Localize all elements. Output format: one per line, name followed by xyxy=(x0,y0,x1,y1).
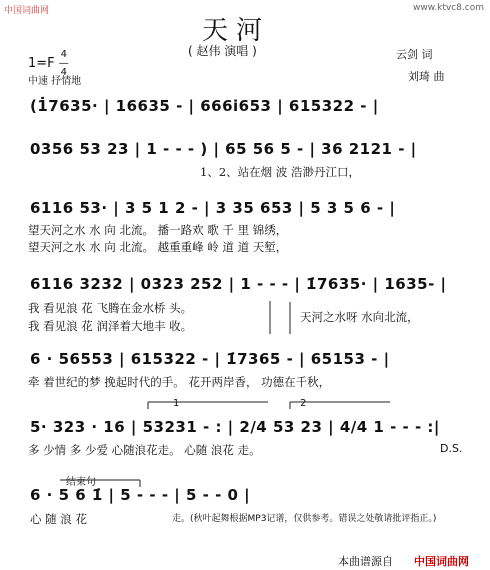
notation-line-4: 6116 3232 | 0323 252 | 1 - - - | 1̇7635· | 1635- | xyxy=(30,275,447,293)
coda-label: 结束句 xyxy=(66,477,96,488)
lyric-line-3b: 望天河之水 水 向 北流。 越重重峰 岭 道 道 天堑， xyxy=(28,240,288,254)
notation-line-6: 5· 323 · 16 | 53231 - : | 2/4 53 23 | 4/4 1 - - - :| xyxy=(30,418,440,436)
notation-line-1: (1̇7635· | 16635 - | 666i653 | 615322 - | xyxy=(30,97,379,115)
lyric-line-4a: 我 看见浪 花 飞腾在金水桥 头。 xyxy=(28,301,193,315)
interlude-lyric: 天河之水呀 水向北流， xyxy=(300,310,419,324)
lyric-line-5a: 牵 着世纪的梦 挽起时代的手。 花开两岸香， 功德在千秋， xyxy=(28,375,331,389)
lyricist-credit: 云剑 词 xyxy=(396,48,433,61)
time-signature: 4 — 4 xyxy=(58,49,69,78)
composer-credit: 刘琦 曲 xyxy=(408,70,445,83)
volta-2-label: 2 xyxy=(300,398,307,409)
tempo-marking: 中速 抒情地 xyxy=(28,76,82,87)
lyric-line-2a: 1、2、站在烟 波 浩渺丹江口， xyxy=(200,165,360,179)
ds-marking: D.S. xyxy=(440,442,463,455)
footer-brand: 中国词曲网 xyxy=(414,555,469,568)
lyric-line-3a: 望天河之水 水 向 北流。 播一路欢 歌 千 里 锦绣， xyxy=(28,223,288,237)
lyric-line-4b: 我 看见浪 花 润泽着大地丰 收。 xyxy=(28,319,193,333)
footer-source-label: 本曲谱源自 xyxy=(338,555,393,568)
transcription-note: 走。(秋叶起舞根据MP3记谱，仅供参考。错误之处敬请批评指正。) xyxy=(172,514,437,524)
watermark-right: www.ktvc8.com xyxy=(413,3,484,13)
watermark-left: 中国词曲网 xyxy=(4,6,50,16)
lyric-line-6a: 多 少情 多 少爱 心随浪花走。 心随 浪花 走。 xyxy=(28,443,261,457)
notation-line-2: 0356 53 23 | 1 - - - ) | 65 56 5 - | 36 2121 - | xyxy=(30,140,417,158)
notation-line-3: 6116 53· | 3 5 1 2 - | 3 35 653 | 5 3 5 6 - | xyxy=(30,199,396,217)
song-subtitle: ( 赵伟 演唱 ) xyxy=(188,44,257,58)
song-title: 天河 xyxy=(202,16,271,46)
notation-line-5: 6 · 56553 | 615322 - | 1̇7365 - | 65153 - | xyxy=(30,350,390,368)
lyric-line-7a: 心 随 浪 花 xyxy=(30,512,87,526)
key-signature: 1=F 4 — 4 xyxy=(28,49,69,78)
notation-line-7: 6 · 5 6 1̇ | 5 - - - | 5 - - 0 | xyxy=(30,486,251,504)
volta-1-label: 1 xyxy=(173,398,180,409)
